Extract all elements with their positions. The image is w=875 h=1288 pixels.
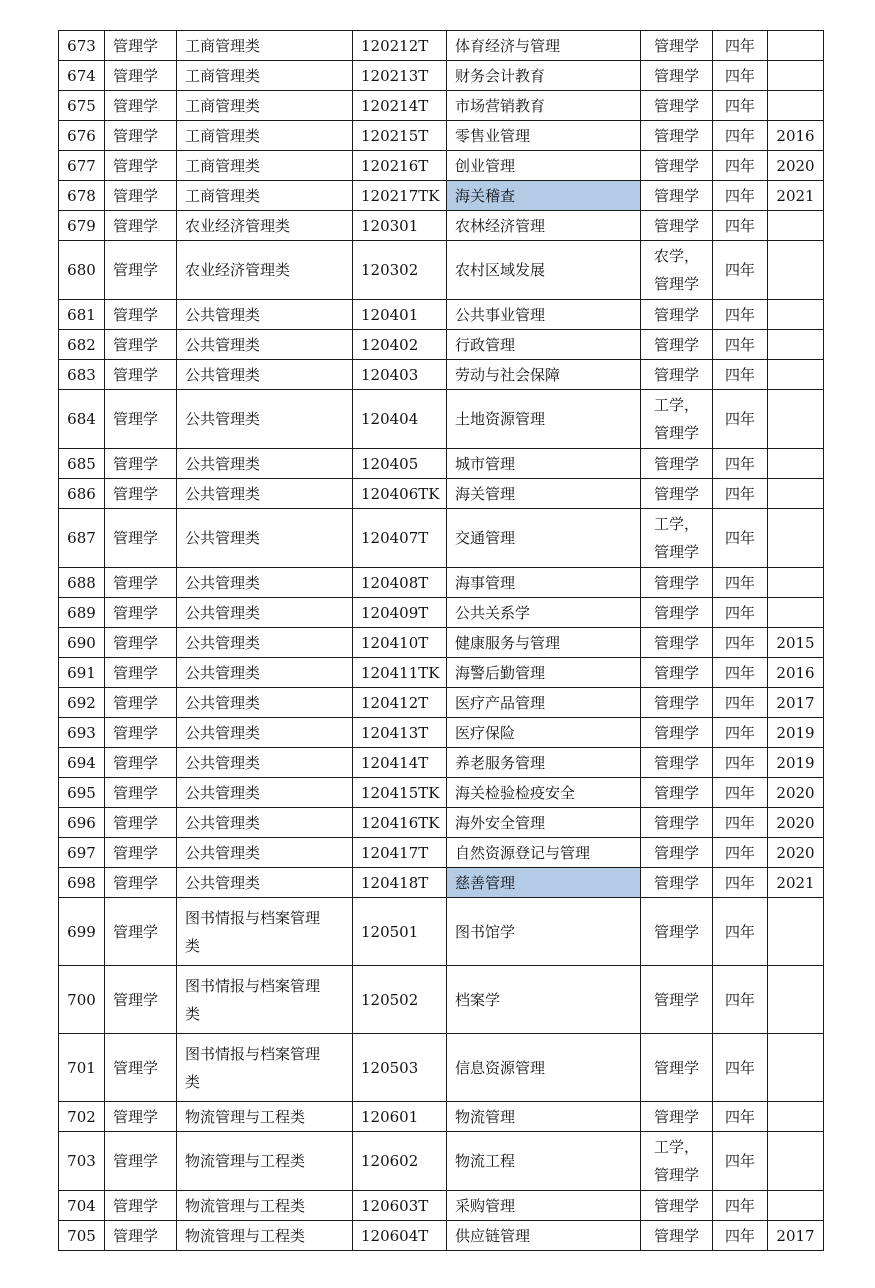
table-row	[59, 838, 824, 868]
row-number: 692	[59, 688, 105, 718]
duration-cell: 四年	[713, 330, 768, 360]
major-class-cell: 图书情报与档案管理 类	[177, 1034, 353, 1102]
duration-cell: 四年	[713, 868, 768, 898]
major-code-cell: 120411TK	[353, 658, 447, 688]
major-name-cell: 档案学	[447, 966, 641, 1034]
row-number: 700	[59, 966, 105, 1034]
row-number: 686	[59, 479, 105, 509]
duration-cell: 四年	[713, 390, 768, 449]
table-row	[59, 898, 824, 966]
row-number: 688	[59, 568, 105, 598]
year-added-cell	[768, 241, 824, 300]
major-name-cell: 海关检验检疫安全	[447, 778, 641, 808]
degree-cell: 管理学	[641, 1102, 713, 1132]
major-class-cell: 公共管理类	[177, 330, 353, 360]
table-row	[59, 211, 824, 241]
category-cell: 管理学	[105, 241, 177, 300]
major-code-cell: 120216T	[353, 151, 447, 181]
major-name-cell: 公共关系学	[447, 598, 641, 628]
table-row	[59, 241, 824, 300]
major-name-cell: 劳动与社会保障	[447, 360, 641, 390]
year-added-cell: 2021	[768, 181, 824, 211]
duration-cell: 四年	[713, 241, 768, 300]
table-row	[59, 449, 824, 479]
degree-cell: 管理学	[641, 778, 713, 808]
duration-cell: 四年	[713, 1034, 768, 1102]
table-row	[59, 1132, 824, 1191]
row-number: 701	[59, 1034, 105, 1102]
degree-cell: 管理学	[641, 449, 713, 479]
year-added-cell: 2015	[768, 628, 824, 658]
table-row	[59, 330, 824, 360]
major-code-cell: 120217TK	[353, 181, 447, 211]
degree-cell: 管理学	[641, 748, 713, 778]
row-number: 694	[59, 748, 105, 778]
table-row	[59, 718, 824, 748]
category-cell: 管理学	[105, 151, 177, 181]
major-code-cell: 120212T	[353, 31, 447, 61]
degree-cell: 管理学	[641, 121, 713, 151]
degree-cell: 管理学	[641, 151, 713, 181]
degree-cell: 工学， 管理学	[641, 509, 713, 568]
year-added-cell: 2020	[768, 808, 824, 838]
majors-table	[58, 30, 824, 1251]
duration-cell: 四年	[713, 1132, 768, 1191]
major-code-cell: 120409T	[353, 598, 447, 628]
major-code-cell: 120416TK	[353, 808, 447, 838]
year-added-cell: 2020	[768, 151, 824, 181]
degree-cell: 管理学	[641, 330, 713, 360]
major-name-cell: 信息资源管理	[447, 1034, 641, 1102]
major-name-cell: 物流工程	[447, 1132, 641, 1191]
duration-cell: 四年	[713, 151, 768, 181]
duration-cell: 四年	[713, 718, 768, 748]
major-class-cell: 公共管理类	[177, 479, 353, 509]
major-name-cell: 行政管理	[447, 330, 641, 360]
year-added-cell	[768, 360, 824, 390]
row-number: 696	[59, 808, 105, 838]
major-class-cell: 公共管理类	[177, 718, 353, 748]
year-added-cell	[768, 598, 824, 628]
year-added-cell	[768, 1132, 824, 1191]
duration-cell: 四年	[713, 91, 768, 121]
major-code-cell: 120501	[353, 898, 447, 966]
major-code-cell: 120403	[353, 360, 447, 390]
table-row	[59, 31, 824, 61]
year-added-cell	[768, 568, 824, 598]
degree-cell: 管理学	[641, 688, 713, 718]
category-cell: 管理学	[105, 390, 177, 449]
table-row	[59, 360, 824, 390]
major-class-cell: 工商管理类	[177, 181, 353, 211]
major-class-cell: 公共管理类	[177, 808, 353, 838]
row-number: 676	[59, 121, 105, 151]
major-name-cell: 海事管理	[447, 568, 641, 598]
duration-cell: 四年	[713, 748, 768, 778]
major-name-cell: 图书馆学	[447, 898, 641, 966]
row-number: 689	[59, 598, 105, 628]
year-added-cell	[768, 966, 824, 1034]
major-name-cell: 财务会计教育	[447, 61, 641, 91]
major-code-cell: 120414T	[353, 748, 447, 778]
row-number: 702	[59, 1102, 105, 1132]
category-cell: 管理学	[105, 868, 177, 898]
duration-cell: 四年	[713, 1191, 768, 1221]
year-added-cell: 2020	[768, 778, 824, 808]
duration-cell: 四年	[713, 568, 768, 598]
category-cell: 管理学	[105, 808, 177, 838]
major-code-cell: 120408T	[353, 568, 447, 598]
duration-cell: 四年	[713, 688, 768, 718]
degree-cell: 管理学	[641, 838, 713, 868]
category-cell: 管理学	[105, 1191, 177, 1221]
year-added-cell	[768, 509, 824, 568]
category-cell: 管理学	[105, 598, 177, 628]
year-added-cell	[768, 449, 824, 479]
major-name-cell: 养老服务管理	[447, 748, 641, 778]
table-row	[59, 966, 824, 1034]
major-class-cell: 公共管理类	[177, 509, 353, 568]
major-code-cell: 120602	[353, 1132, 447, 1191]
category-cell: 管理学	[105, 778, 177, 808]
degree-cell: 管理学	[641, 1191, 713, 1221]
major-name-cell: 物流管理	[447, 1102, 641, 1132]
table-row	[59, 121, 824, 151]
major-name-cell: 农村区域发展	[447, 241, 641, 300]
major-code-cell: 120406TK	[353, 479, 447, 509]
major-class-cell: 物流管理与工程类	[177, 1221, 353, 1251]
degree-cell: 管理学	[641, 211, 713, 241]
row-number: 679	[59, 211, 105, 241]
major-class-cell: 公共管理类	[177, 868, 353, 898]
row-number: 677	[59, 151, 105, 181]
year-added-cell	[768, 479, 824, 509]
year-added-cell	[768, 330, 824, 360]
major-class-cell: 公共管理类	[177, 360, 353, 390]
table-row	[59, 568, 824, 598]
duration-cell: 四年	[713, 121, 768, 151]
major-class-cell: 工商管理类	[177, 61, 353, 91]
year-added-cell: 2020	[768, 838, 824, 868]
category-cell: 管理学	[105, 568, 177, 598]
category-cell: 管理学	[105, 330, 177, 360]
year-added-cell: 2016	[768, 658, 824, 688]
row-number: 678	[59, 181, 105, 211]
major-code-cell: 120415TK	[353, 778, 447, 808]
degree-cell: 管理学	[641, 479, 713, 509]
year-added-cell: 2019	[768, 748, 824, 778]
category-cell: 管理学	[105, 1132, 177, 1191]
category-cell: 管理学	[105, 748, 177, 778]
table-row	[59, 808, 824, 838]
major-name-cell: 土地资源管理	[447, 390, 641, 449]
major-class-cell: 公共管理类	[177, 658, 353, 688]
major-name-cell: 体育经济与管理	[447, 31, 641, 61]
major-code-cell: 120402	[353, 330, 447, 360]
table-row	[59, 91, 824, 121]
major-class-cell: 公共管理类	[177, 598, 353, 628]
major-code-cell: 120418T	[353, 868, 447, 898]
degree-cell: 管理学	[641, 1034, 713, 1102]
category-cell: 管理学	[105, 211, 177, 241]
year-added-cell	[768, 1102, 824, 1132]
major-class-cell: 公共管理类	[177, 300, 353, 330]
table-row	[59, 509, 824, 568]
duration-cell: 四年	[713, 808, 768, 838]
major-class-cell: 工商管理类	[177, 91, 353, 121]
table-row	[59, 151, 824, 181]
duration-cell: 四年	[713, 658, 768, 688]
year-added-cell	[768, 390, 824, 449]
major-class-cell: 农业经济管理类	[177, 211, 353, 241]
major-code-cell: 120404	[353, 390, 447, 449]
table-row	[59, 688, 824, 718]
row-number: 687	[59, 509, 105, 568]
category-cell: 管理学	[105, 628, 177, 658]
duration-cell: 四年	[713, 628, 768, 658]
year-added-cell	[768, 61, 824, 91]
table-row	[59, 868, 824, 898]
duration-cell: 四年	[713, 598, 768, 628]
table-row	[59, 1191, 824, 1221]
category-cell: 管理学	[105, 688, 177, 718]
major-class-cell: 工商管理类	[177, 121, 353, 151]
major-class-cell: 物流管理与工程类	[177, 1132, 353, 1191]
major-name-cell: 海外安全管理	[447, 808, 641, 838]
major-class-cell: 农业经济管理类	[177, 241, 353, 300]
year-added-cell: 2017	[768, 1221, 824, 1251]
major-name-cell: 海关稽查	[447, 181, 641, 211]
row-number: 704	[59, 1191, 105, 1221]
major-name-cell: 交通管理	[447, 509, 641, 568]
major-code-cell: 120412T	[353, 688, 447, 718]
degree-cell: 管理学	[641, 31, 713, 61]
table-body	[59, 31, 824, 1251]
category-cell: 管理学	[105, 1221, 177, 1251]
major-name-cell: 医疗保险	[447, 718, 641, 748]
row-number: 675	[59, 91, 105, 121]
year-added-cell: 2019	[768, 718, 824, 748]
major-name-cell: 城市管理	[447, 449, 641, 479]
category-cell: 管理学	[105, 449, 177, 479]
degree-cell: 管理学	[641, 966, 713, 1034]
table-row	[59, 300, 824, 330]
duration-cell: 四年	[713, 61, 768, 91]
year-added-cell: 2021	[768, 868, 824, 898]
category-cell: 管理学	[105, 300, 177, 330]
major-name-cell: 海警后勤管理	[447, 658, 641, 688]
major-code-cell: 120413T	[353, 718, 447, 748]
major-class-cell: 公共管理类	[177, 390, 353, 449]
row-number: 693	[59, 718, 105, 748]
table-row	[59, 1221, 824, 1251]
major-name-cell: 供应链管理	[447, 1221, 641, 1251]
category-cell: 管理学	[105, 61, 177, 91]
major-code-cell: 120604T	[353, 1221, 447, 1251]
major-code-cell: 120302	[353, 241, 447, 300]
duration-cell: 四年	[713, 360, 768, 390]
degree-cell: 管理学	[641, 868, 713, 898]
duration-cell: 四年	[713, 1102, 768, 1132]
category-cell: 管理学	[105, 1102, 177, 1132]
major-name-cell: 农林经济管理	[447, 211, 641, 241]
major-class-cell: 公共管理类	[177, 778, 353, 808]
year-added-cell	[768, 31, 824, 61]
major-name-cell: 慈善管理	[447, 868, 641, 898]
major-class-cell: 公共管理类	[177, 748, 353, 778]
duration-cell: 四年	[713, 181, 768, 211]
row-number: 681	[59, 300, 105, 330]
row-number: 703	[59, 1132, 105, 1191]
category-cell: 管理学	[105, 360, 177, 390]
major-name-cell: 创业管理	[447, 151, 641, 181]
year-added-cell	[768, 91, 824, 121]
degree-cell: 管理学	[641, 1221, 713, 1251]
duration-cell: 四年	[713, 509, 768, 568]
category-cell: 管理学	[105, 509, 177, 568]
major-code-cell: 120401	[353, 300, 447, 330]
category-cell: 管理学	[105, 479, 177, 509]
duration-cell: 四年	[713, 778, 768, 808]
degree-cell: 管理学	[641, 300, 713, 330]
major-class-cell: 物流管理与工程类	[177, 1191, 353, 1221]
row-number: 682	[59, 330, 105, 360]
category-cell: 管理学	[105, 898, 177, 966]
table-row	[59, 390, 824, 449]
major-class-cell: 图书情报与档案管理 类	[177, 966, 353, 1034]
row-number: 684	[59, 390, 105, 449]
row-number: 698	[59, 868, 105, 898]
major-name-cell: 公共事业管理	[447, 300, 641, 330]
category-cell: 管理学	[105, 838, 177, 868]
major-name-cell: 零售业管理	[447, 121, 641, 151]
major-name-cell: 海关管理	[447, 479, 641, 509]
category-cell: 管理学	[105, 91, 177, 121]
major-class-cell: 公共管理类	[177, 628, 353, 658]
table-row	[59, 479, 824, 509]
duration-cell: 四年	[713, 300, 768, 330]
degree-cell: 管理学	[641, 718, 713, 748]
year-added-cell: 2017	[768, 688, 824, 718]
year-added-cell	[768, 1191, 824, 1221]
table-row	[59, 778, 824, 808]
major-class-cell: 图书情报与档案管理 类	[177, 898, 353, 966]
row-number: 695	[59, 778, 105, 808]
major-class-cell: 公共管理类	[177, 838, 353, 868]
table-row	[59, 598, 824, 628]
degree-cell: 管理学	[641, 628, 713, 658]
degree-cell: 管理学	[641, 898, 713, 966]
degree-cell: 管理学	[641, 568, 713, 598]
major-code-cell: 120405	[353, 449, 447, 479]
major-code-cell: 120603T	[353, 1191, 447, 1221]
year-added-cell	[768, 1034, 824, 1102]
major-class-cell: 工商管理类	[177, 151, 353, 181]
row-number: 705	[59, 1221, 105, 1251]
row-number: 680	[59, 241, 105, 300]
category-cell: 管理学	[105, 31, 177, 61]
major-name-cell: 医疗产品管理	[447, 688, 641, 718]
year-added-cell	[768, 211, 824, 241]
degree-cell: 工学， 管理学	[641, 390, 713, 449]
duration-cell: 四年	[713, 449, 768, 479]
category-cell: 管理学	[105, 718, 177, 748]
row-number: 699	[59, 898, 105, 966]
duration-cell: 四年	[713, 1221, 768, 1251]
category-cell: 管理学	[105, 181, 177, 211]
degree-cell: 管理学	[641, 598, 713, 628]
major-name-cell: 自然资源登记与管理	[447, 838, 641, 868]
major-class-cell: 物流管理与工程类	[177, 1102, 353, 1132]
major-name-cell: 采购管理	[447, 1191, 641, 1221]
degree-cell: 管理学	[641, 658, 713, 688]
duration-cell: 四年	[713, 211, 768, 241]
major-class-cell: 工商管理类	[177, 31, 353, 61]
major-code-cell: 120213T	[353, 61, 447, 91]
major-code-cell: 120417T	[353, 838, 447, 868]
major-class-cell: 公共管理类	[177, 568, 353, 598]
major-name-cell: 健康服务与管理	[447, 628, 641, 658]
row-number: 691	[59, 658, 105, 688]
degree-cell: 管理学	[641, 61, 713, 91]
table-row	[59, 748, 824, 778]
duration-cell: 四年	[713, 479, 768, 509]
year-added-cell: 2016	[768, 121, 824, 151]
row-number: 673	[59, 31, 105, 61]
major-code-cell: 120410T	[353, 628, 447, 658]
table-row	[59, 181, 824, 211]
duration-cell: 四年	[713, 898, 768, 966]
major-code-cell: 120301	[353, 211, 447, 241]
table-row	[59, 1102, 824, 1132]
major-class-cell: 公共管理类	[177, 449, 353, 479]
year-added-cell	[768, 898, 824, 966]
category-cell: 管理学	[105, 121, 177, 151]
degree-cell: 管理学	[641, 181, 713, 211]
duration-cell: 四年	[713, 31, 768, 61]
row-number: 685	[59, 449, 105, 479]
duration-cell: 四年	[713, 838, 768, 868]
major-code-cell: 120407T	[353, 509, 447, 568]
row-number: 674	[59, 61, 105, 91]
major-code-cell: 120503	[353, 1034, 447, 1102]
row-number: 690	[59, 628, 105, 658]
major-name-cell: 市场营销教育	[447, 91, 641, 121]
category-cell: 管理学	[105, 966, 177, 1034]
category-cell: 管理学	[105, 658, 177, 688]
table-row	[59, 61, 824, 91]
category-cell: 管理学	[105, 1034, 177, 1102]
row-number: 683	[59, 360, 105, 390]
table-row	[59, 1034, 824, 1102]
degree-cell: 农学， 管理学	[641, 241, 713, 300]
degree-cell: 管理学	[641, 360, 713, 390]
major-code-cell: 120502	[353, 966, 447, 1034]
table-row	[59, 628, 824, 658]
table-row	[59, 658, 824, 688]
major-code-cell: 120215T	[353, 121, 447, 151]
degree-cell: 管理学	[641, 808, 713, 838]
major-code-cell: 120601	[353, 1102, 447, 1132]
year-added-cell	[768, 300, 824, 330]
duration-cell: 四年	[713, 966, 768, 1034]
degree-cell: 管理学	[641, 91, 713, 121]
degree-cell: 工学， 管理学	[641, 1132, 713, 1191]
row-number: 697	[59, 838, 105, 868]
major-code-cell: 120214T	[353, 91, 447, 121]
major-class-cell: 公共管理类	[177, 688, 353, 718]
